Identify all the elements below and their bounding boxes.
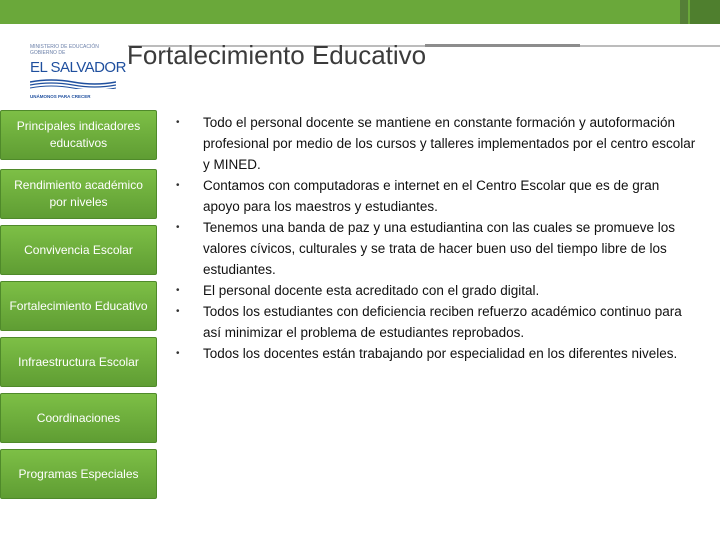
el-salvador-logo xyxy=(30,44,126,99)
bullet-icon: • xyxy=(176,285,180,296)
logo-gobierno-text: GOBIERNO DE xyxy=(30,50,66,56)
list-item xyxy=(176,112,696,175)
banner-corner xyxy=(690,0,720,24)
list-item xyxy=(176,301,696,343)
list-item xyxy=(176,280,696,301)
banner-corner-accent xyxy=(680,0,688,24)
bullet-icon: • xyxy=(176,306,180,317)
bullet-icon: • xyxy=(176,180,180,191)
bullet-text: Contamos con computadoras e internet en el Centro Escolar que es de gran apoyo para los maestros y estudiantes. xyxy=(203,178,660,214)
logo-waves-icon xyxy=(30,79,116,89)
logo-ministry-text: MINISTERIO DE EDUCACIÓN xyxy=(30,44,99,50)
list-item xyxy=(176,343,696,364)
logo-tagline: UNÁMONOS PARA CRECER xyxy=(30,94,91,99)
bullet-text: Todos los docentes están trabajando por especialidad en los diferentes niveles. xyxy=(203,346,678,361)
bullet-text: El personal docente esta acreditado con el grado digital. xyxy=(203,283,540,298)
logo-main-text: EL SALVADOR xyxy=(30,59,126,76)
list-item xyxy=(176,217,696,280)
list-item xyxy=(176,175,696,217)
sidebar-item-programas-especiales[interactable]: Programas Especiales xyxy=(0,449,157,499)
sidebar-item-fortalecimiento-educativo[interactable]: Fortalecimiento Educativo xyxy=(0,281,157,331)
content-bullets xyxy=(176,112,696,364)
title-underline-accent xyxy=(425,44,580,47)
bullet-icon: • xyxy=(176,348,180,359)
sidebar-item-coordinaciones[interactable]: Coordinaciones xyxy=(0,393,157,443)
sidebar-item-principales-indicadores[interactable]: Principales indicadores educativos xyxy=(0,110,157,160)
sidebar-item-rendimiento-academico[interactable]: Rendimiento académico por niveles xyxy=(0,169,157,219)
bullet-icon: • xyxy=(176,117,180,128)
bullet-text: Todo el personal docente se mantiene en constante formación y autoformación profesional por medio de los cursos y talleres implementados por el centro escolar y MINED. xyxy=(203,115,696,172)
sidebar-item-infraestructura-escolar[interactable]: Infraestructura Escolar xyxy=(0,337,157,387)
top-banner xyxy=(0,0,720,24)
bullet-icon: • xyxy=(176,222,180,233)
sidebar-item-convivencia-escolar[interactable]: Convivencia Escolar xyxy=(0,225,157,275)
bullet-text: Tenemos una banda de paz y una estudiantina con las cuales se promueve los valores cívicos, culturales y se trata de hacer buen uso del tiempo libre de los estudiantes. xyxy=(203,220,676,277)
slide-title: Fortalecimiento Educativo xyxy=(127,40,427,70)
bullet-text: Todos los estudiantes con deficiencia reciben refuerzo académico continuo para así minimizar el problema de estudiantes reprobados. xyxy=(203,304,682,340)
bullet-list xyxy=(176,112,696,364)
